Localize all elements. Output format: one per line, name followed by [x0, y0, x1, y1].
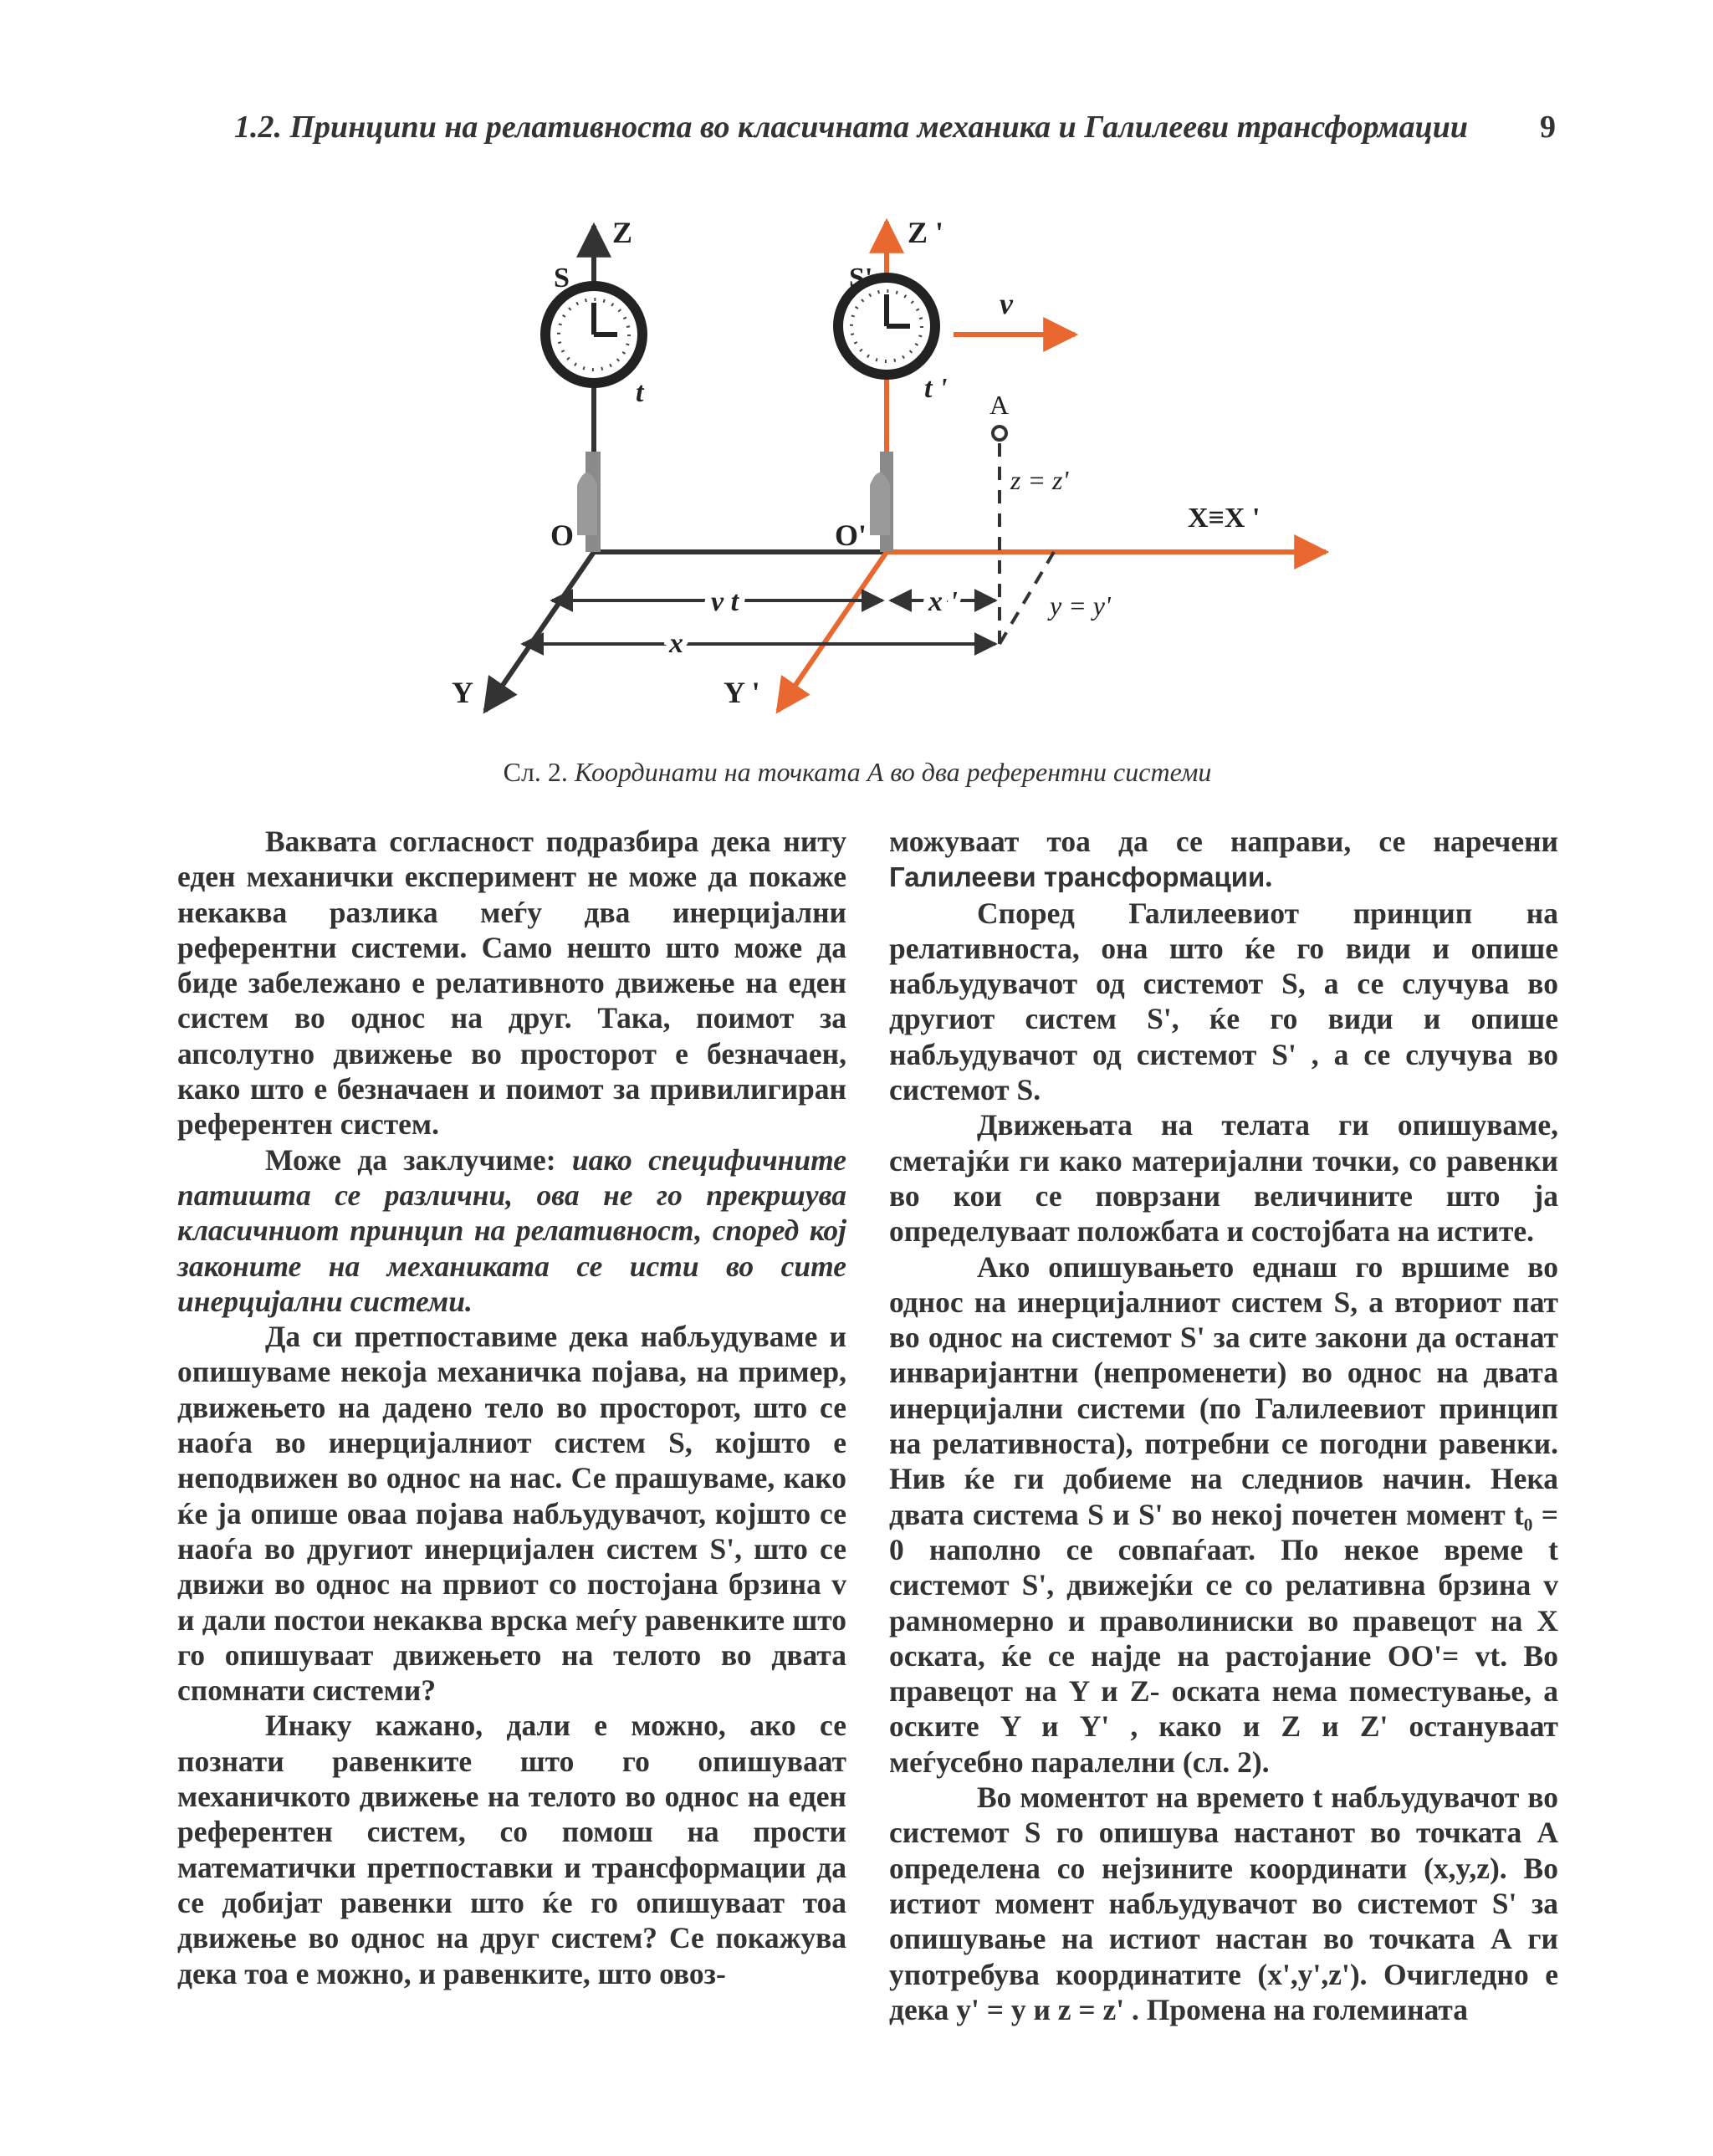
paragraph-end: .	[1265, 860, 1273, 894]
y-prime-axis	[778, 552, 887, 711]
figure-reference-frames	[452, 201, 1372, 736]
right-column	[889, 824, 1558, 2027]
label-o-prime: O'	[835, 519, 867, 552]
left-column	[177, 824, 846, 1991]
paragraph-continuation: можуваат тоа да се направи, се наречени	[889, 825, 1558, 858]
label-z-prime: Z '	[908, 216, 944, 249]
point-a	[993, 427, 1006, 440]
conclusion-emphasis: иако специфичните патишта се различни, ова не го прекршува класичниот принцип на релативност, според кој законите на механиката се исти во сите инерцијални системи.	[177, 1142, 846, 1318]
label-a: A	[989, 390, 1010, 420]
caption-text: Координати на точката А во два референтни системи	[574, 757, 1212, 787]
key-term: Галилееви трансформации	[889, 861, 1266, 893]
label-x-eq: X≡X '	[1188, 503, 1260, 534]
caption-prefix: Сл. 2.	[503, 757, 568, 787]
label-y: Y	[452, 676, 473, 709]
observer-s-figure	[577, 473, 597, 535]
paragraph	[177, 1142, 846, 1319]
paragraph: Движењата на телата ги опишуваме, сметајќи ги како материјални точки, со равенки во кои се поврзани величините што ја определуваат положбата и состојбата на истите.	[889, 1108, 1558, 1249]
label-y-eq: y = y'	[1050, 590, 1111, 621]
label-x-prime: x '	[928, 586, 958, 617]
running-header	[234, 109, 1556, 159]
paragraph: Во моментот на времето t набљудувачот во системот S го опишува настанот во точката А определена со нејзините координати (x,y,z). Во истиот момент набљудувачот во системот S' за опишување на истиот настан во точката А ги употребува координатите (x',y',z'). Очигледно е дека y' = y и z = z' . Промена на големината	[889, 1780, 1558, 2026]
observer-s-prime-figure	[870, 473, 890, 535]
label-z: Z	[612, 216, 633, 249]
paragraph: Ваквата согласност подразбира дека ниту еден механички експеримент не може да покаже некаква разлика меѓу два инерцијални референтни системи. Само нешто што може да биде забележано е релативното движење на еден систем во однос на друг. Така, поимот за апсолутно движење во просторот е безначаен, како што е безначаен и поимот за привилигиран референтен систем.	[177, 825, 846, 1142]
label-z-eq: z = z'	[1010, 465, 1069, 495]
label-t-prime: t '	[924, 373, 948, 404]
label-v-vector: v⃗	[1000, 287, 1036, 320]
label-y-prime: Y '	[724, 676, 760, 709]
header-title: 1.2. Принципи на релативноста во класичната механика и Галилееви трансформации	[234, 110, 1469, 145]
label-t: t	[636, 377, 644, 408]
label-o: O	[550, 519, 575, 552]
figure-caption	[167, 757, 1547, 788]
reference-frames-diagram	[452, 201, 1372, 736]
page-number: 9	[1540, 110, 1556, 145]
conclusion-intro: Може да заклучиме:	[265, 1142, 572, 1177]
label-s-prime: S'	[849, 263, 873, 294]
label-s: S	[554, 263, 570, 294]
paragraph: Ако опишувањето еднаш го вршиме во однос на инерцијалниот систем S, а вториот пат во однос на системот S' за сите закони да останат инваријантни (непроменети) во однос на двата инерцијални системи (по Галилеевиот принцип на релативноста), потребни се погодни равенки. Нив ќе ги добиеме на следниов начин. Нека двата система S и S' во некој почетен момент t₀ = 0 наполно се совпаѓаат. По некое време t системот S', движејќи се со релативна брзина v рамномерно и праволиниски во правецот на X оската, ќе се најде на растојание OO'= vt. Во правецот на Y и Z- оската нема поместување, а оските Y и Y' , како и Z и Z' остануваат меѓусебно паралелни (сл. 2).	[889, 1249, 1558, 1779]
y-projection-dashed	[1000, 552, 1054, 644]
label-vt: v t	[711, 586, 739, 617]
label-x: x	[669, 628, 683, 659]
paragraph	[889, 824, 1558, 896]
clock-s-icon	[545, 286, 642, 383]
y-axis	[485, 552, 594, 711]
paragraph: Според Галилеевиот принцип на релативноста, она што ќе го види и опише набљудувачот од системот S, а се случува во другиот систем S', ќе го види и опише набљудувачот од системот S' , а се случува во системот S.	[889, 896, 1558, 1107]
paragraph: Да си претпоставиме дека набљудуваме и опишуваме некоја механичка појава, на пример, движењето на дадено тело во просторот, што се наоѓа во инерцијалниот систем S, којшто е неподвижен во однос на нас. Се прашуваме, како ќе ја опише оваа појава набљудувачот, којшто се наоѓа во другиот инерцијален систем S', што се движи во однос на првиот со постојана брзина v и дали постои некаква врска меѓу равенките што го опишуваат движењето на телото во двата спомнати системи?	[177, 1320, 846, 1708]
paragraph: Инаку кажано, дали е можно, ако се познати равенките што го опишуваат механичкото движење на телото во однос на еден референтен систем, со помош на прости математички претпоставки и трансформации да се добијат равенки што ќе го опишуваат тоа движење во однос на друг систем? Се покажува дека тоа е можно, и равенките, што овоз-	[177, 1709, 846, 1990]
